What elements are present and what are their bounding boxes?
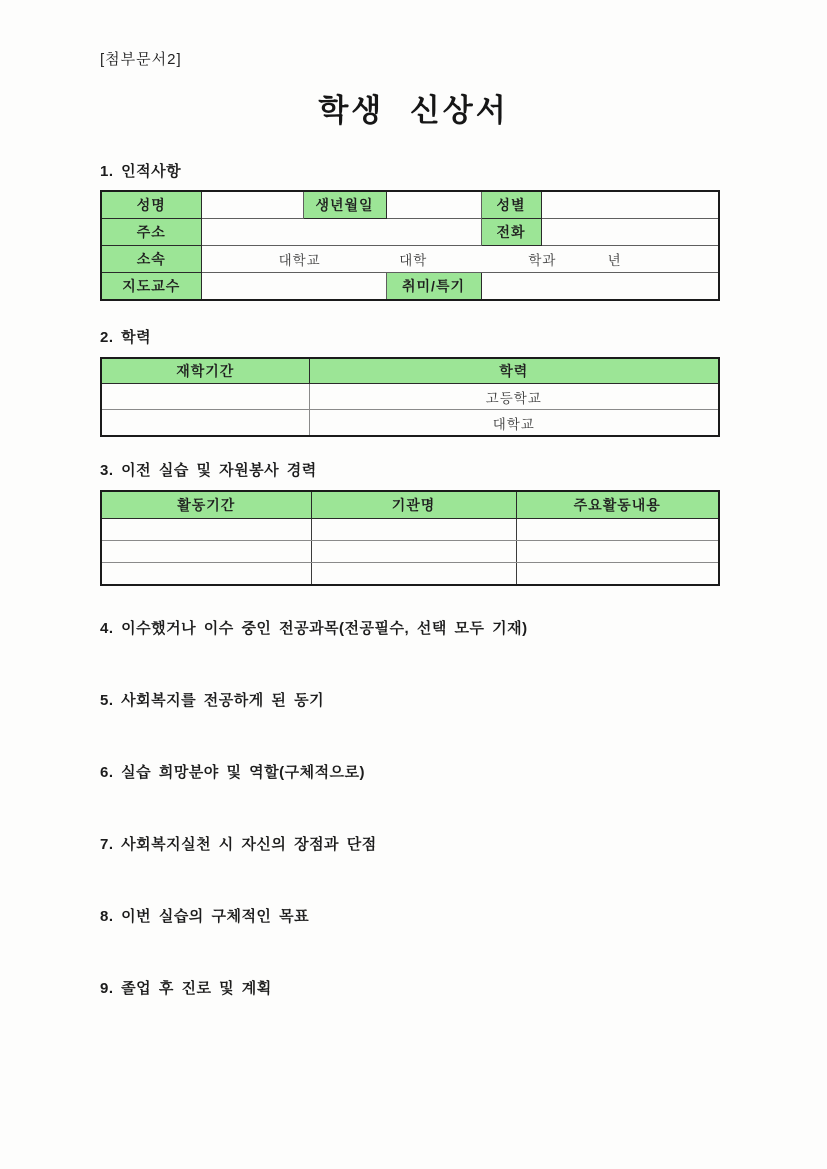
education-header-row	[101, 358, 719, 384]
personal-row-4	[101, 273, 719, 301]
attachment-label: [첨부문서2]	[100, 51, 182, 68]
section-5-heading: 5. 사회복지를 전공하게 된 동기	[100, 692, 325, 709]
experience-cell	[101, 541, 311, 563]
experience-header-details: 주요활동내용	[516, 491, 719, 519]
section-9-heading: 9. 졸업 후 진로 및 계획	[100, 980, 272, 997]
address-value-cell	[201, 219, 481, 246]
experience-header-period: 활동기간	[101, 491, 311, 519]
experience-header-institution: 기관명	[311, 491, 516, 519]
experience-table	[100, 490, 720, 586]
education-header-period: 재학기간	[101, 358, 309, 384]
advisor-label: 지도교수	[101, 273, 201, 301]
gender-label: 성별	[481, 191, 541, 219]
experience-row-2	[101, 541, 719, 563]
affiliation-label: 소속	[101, 246, 201, 273]
section-7-heading: 7. 사회복지실천 시 자신의 장점과 단점	[100, 836, 377, 853]
year-text: 년	[607, 253, 622, 268]
section-3-heading: 3. 이전 실습 및 자원봉사 경력	[100, 462, 317, 479]
section-8-heading: 8. 이번 실습의 구체적인 목표	[100, 908, 310, 925]
personal-row-3	[101, 246, 719, 273]
name-value-cell	[201, 191, 303, 219]
section-6-heading: 6. 실습 희망분야 및 역할(구체적으로)	[100, 764, 366, 781]
experience-cell	[516, 519, 719, 541]
personal-info-table	[100, 190, 720, 301]
university-text: 대학교	[278, 253, 321, 268]
experience-cell	[311, 541, 516, 563]
experience-row-3	[101, 563, 719, 586]
education-header-level: 학력	[309, 358, 719, 384]
personal-row-2	[101, 219, 719, 246]
birthdate-value-cell	[386, 191, 481, 219]
gender-value-cell	[541, 191, 719, 219]
highschool-text: 고등학교	[309, 384, 719, 410]
birthdate-label: 생년월일	[303, 191, 386, 219]
department-text: 학과	[528, 253, 557, 268]
document-content	[100, 160, 718, 998]
section-4-heading: 4. 이수했거나 이수 중인 전공과목(전공필수, 선택 모두 기재)	[100, 620, 528, 637]
hobby-value-cell	[481, 273, 719, 301]
personal-row-1	[101, 191, 719, 219]
experience-cell	[311, 519, 516, 541]
section-1-heading: 1. 인적사항	[100, 163, 182, 180]
experience-cell	[516, 541, 719, 563]
hobby-label: 취미/특기	[386, 273, 481, 301]
experience-cell	[101, 563, 311, 586]
experience-cell	[516, 563, 719, 586]
highschool-period-cell	[101, 384, 309, 410]
phone-value-cell	[541, 219, 719, 246]
education-row-highschool	[101, 384, 719, 410]
page-title: 학생 신상서	[318, 93, 509, 128]
phone-label: 전화	[481, 219, 541, 246]
name-label: 성명	[101, 191, 201, 219]
advisor-value-cell	[201, 273, 386, 301]
experience-row-1	[101, 519, 719, 541]
experience-cell	[311, 563, 516, 586]
university-period-cell	[101, 410, 309, 437]
affiliation-value-cell	[201, 246, 719, 273]
address-label: 주소	[101, 219, 201, 246]
university-school-text: 대학교	[309, 410, 719, 437]
experience-header-row	[101, 491, 719, 519]
education-table	[100, 357, 720, 437]
section-2-heading: 2. 학력	[100, 329, 152, 346]
college-text: 대학	[399, 253, 428, 268]
experience-cell	[101, 519, 311, 541]
education-row-university	[101, 410, 719, 437]
